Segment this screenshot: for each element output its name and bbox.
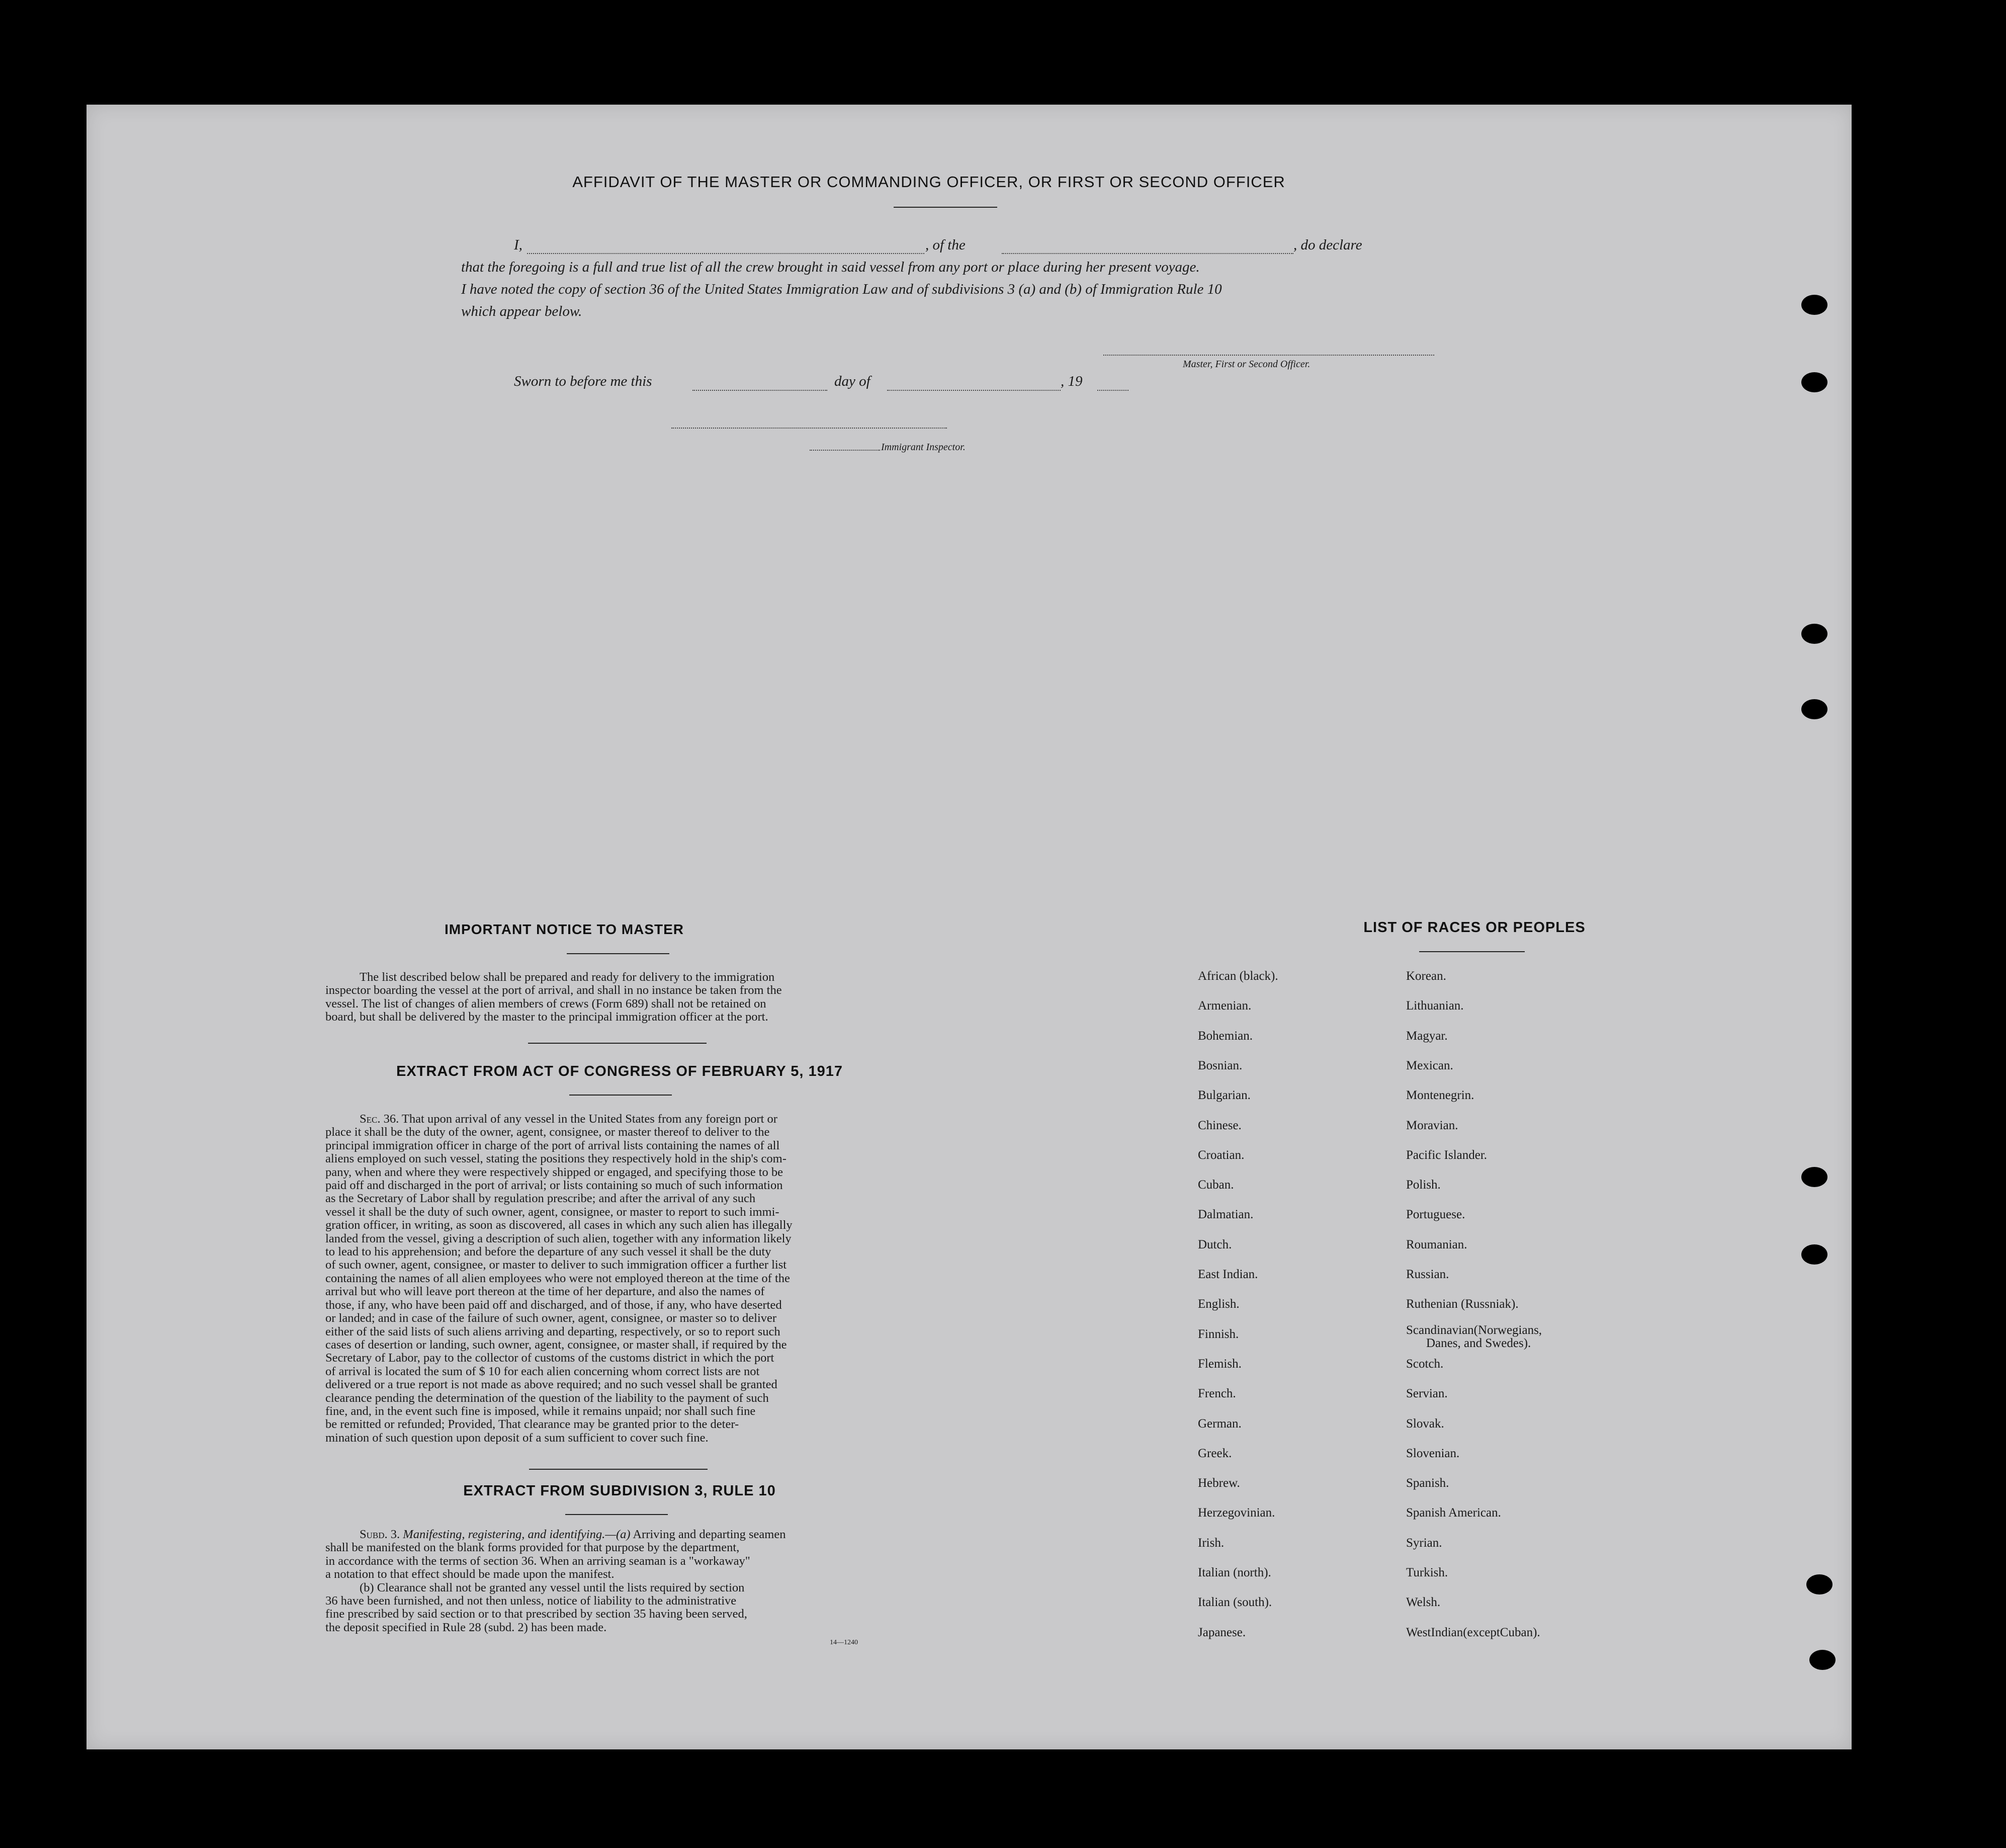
affidavit-body-line2: I have noted the copy of section 36 of the United States Immigration Law and of subdivisions 3 (a) and (b) of Immigration Rule 10 xyxy=(461,281,1222,297)
races-left-column xyxy=(1198,105,1349,1749)
rule-line: in accordance with the terms of section 36. When an arriving seaman is a "workaway" xyxy=(325,1554,750,1568)
sec-label: Sec. 36. xyxy=(360,1112,399,1126)
act-line: arrival but who will leave port thereon at the time of her departure, and also the names of xyxy=(325,1285,765,1299)
race-item: Croatian. xyxy=(1198,1148,1245,1162)
rule-line: Arriving and departing seamen xyxy=(633,1528,786,1541)
race-item: Finnish. xyxy=(1198,1327,1239,1341)
rule-heading: EXTRACT FROM SUBDIVISION 3, RULE 10 xyxy=(463,1483,776,1499)
race-item: Herzegovinian. xyxy=(1198,1506,1275,1520)
year-blank[interactable] xyxy=(1097,390,1128,391)
act-line: vessel it shall be the duty of such owner, agent, consignee, or master to report to such immi- xyxy=(325,1205,779,1219)
punch-hole xyxy=(1801,372,1827,392)
race-item: East Indian. xyxy=(1198,1268,1258,1281)
inspector-signature-line[interactable] xyxy=(671,428,947,429)
affidavit-heading: AFFIDAVIT OF THE MASTER OR COMMANDING OFFICER, OR FIRST OR SECOND OFFICER xyxy=(572,173,1285,191)
act-line: to lead to his apprehension; and before the departure of any such vessel it shall be the duty xyxy=(325,1245,771,1259)
act-line: either of the said lists of such aliens arriving and departing, respectively, or so to report such xyxy=(325,1324,780,1338)
race-item: Russian. xyxy=(1406,1268,1449,1281)
act-line: delivered or a true report is not made as above required; and no such vessel shall be granted xyxy=(325,1378,777,1392)
race-item: African (black). xyxy=(1198,969,1278,983)
notice-line: inspector boarding the vessel at the port of arrival, and shall in no instance be taken from the xyxy=(325,983,782,997)
notice-line: The list described below shall be prepared and ready for delivery to the immigration xyxy=(360,970,775,984)
act-line-first xyxy=(325,1113,914,1126)
race-item: Portuguese. xyxy=(1406,1208,1465,1222)
race-item: Dutch. xyxy=(1198,1237,1232,1251)
act-rule xyxy=(569,1095,672,1096)
race-item: Mexican. xyxy=(1406,1058,1453,1072)
act-line: containing the names of all alien employees who were not employed thereon at the time of the xyxy=(325,1271,790,1285)
race-item: Chinese. xyxy=(1198,1118,1242,1132)
race-item: Spanish. xyxy=(1406,1476,1449,1490)
race-item: Ruthenian (Russniak). xyxy=(1406,1297,1519,1311)
act-text xyxy=(325,1113,914,1445)
race-item: Flemish. xyxy=(1198,1357,1242,1371)
race-item: WestIndian(exceptCuban). xyxy=(1406,1625,1540,1639)
name-blank[interactable] xyxy=(527,253,924,254)
rule-line: shall be manifested on the blank forms provided for that purpose by the department, xyxy=(325,1541,740,1555)
act-line: mination of such question upon deposit of a sum sufficient to cover such fine. xyxy=(325,1431,709,1445)
punch-hole xyxy=(1801,624,1827,644)
races-right-column xyxy=(1406,105,1668,1749)
form-number: 14—1240 xyxy=(830,1639,858,1646)
race-item: Welsh. xyxy=(1406,1595,1441,1610)
rule-line-first xyxy=(325,1528,914,1541)
year-label: , 19 xyxy=(1061,373,1083,389)
race-item: Polish. xyxy=(1406,1178,1441,1192)
act-line: gration officer, in writing, as soon as discovered, all cases in which any such alien has illegally xyxy=(325,1218,793,1232)
subd-label: Subd. 3. xyxy=(360,1528,400,1541)
notice-line: board, but shall be delivered by the master to the principal immigration officer at the port. xyxy=(325,1010,768,1024)
race-item: Spanish American. xyxy=(1406,1506,1501,1520)
race-item: Bosnian. xyxy=(1198,1058,1243,1072)
rule-line: fine prescribed by said section or to that prescribed by section 35 having been served, xyxy=(325,1607,747,1621)
sworn-label: Sworn to before me this xyxy=(514,373,652,389)
punch-hole xyxy=(1801,295,1827,315)
race-item: Moravian. xyxy=(1406,1118,1458,1132)
race-item: Montenegrin. xyxy=(1406,1088,1474,1103)
rule-heading-rule xyxy=(565,1514,668,1515)
affidavit-body-line3: which appear below. xyxy=(461,303,582,319)
do-declare-label: , do declare xyxy=(1293,237,1362,253)
notice-heading: IMPORTANT NOTICE TO MASTER xyxy=(444,921,684,937)
race-item: French. xyxy=(1198,1387,1236,1401)
race-item: Slovak. xyxy=(1406,1416,1444,1431)
heading-rule xyxy=(894,207,997,208)
notice-line: vessel. The list of changes of alien members of crews (Form 689) shall not be retained on xyxy=(325,996,766,1011)
day-of-label: day of xyxy=(834,373,870,389)
act-line: place it shall be the duty of the owner, agent, consignee, or master thereof to deliver to the xyxy=(325,1125,770,1139)
race-item: Bulgarian. xyxy=(1198,1088,1251,1103)
punch-hole xyxy=(1806,1574,1833,1594)
punch-hole xyxy=(1801,699,1827,719)
notice-text xyxy=(325,971,914,1024)
race-item: English. xyxy=(1198,1297,1240,1311)
act-line: aliens employed on such vessel, stating the positions they respectively hold in the ship's com- xyxy=(325,1152,787,1166)
section-divider xyxy=(529,1469,708,1470)
race-item: Irish. xyxy=(1198,1536,1225,1550)
rule-text xyxy=(325,1528,914,1634)
race-item-continuation: Danes, and Swedes). xyxy=(1426,1336,1531,1350)
races-heading: LIST OF RACES OR PEOPLES xyxy=(1363,919,1586,936)
act-line: as the Secretary of Labor shall by regulation prescribe; and after the arrival of any such xyxy=(325,1192,756,1206)
act-line: those, if any, who have been paid off and discharged, and of those, if any, who have deserted xyxy=(325,1298,782,1312)
act-line: Secretary of Labor, pay to the collector of customs of the customs district in which the port xyxy=(325,1351,774,1365)
section-divider xyxy=(528,1043,707,1044)
act-line: pany, when and where they were respectively shipped or engaged, and specifying those to be xyxy=(325,1165,783,1179)
rule-line: a notation to that effect should be made upon the manifest. xyxy=(325,1567,615,1581)
act-line: of arrival is located the sum of $ 10 for each alien concerning whom correct lists are not xyxy=(325,1364,760,1378)
signature-caption: Master, First or Second Officer. xyxy=(1183,359,1311,370)
notice-rule xyxy=(567,953,669,954)
race-item: Dalmatian. xyxy=(1198,1208,1254,1222)
subd-title: Manifesting, registering, and identifying.—(a) xyxy=(403,1528,631,1541)
act-line: be remitted or refunded; Provided, That clearance may be granted prior to the deter- xyxy=(325,1417,739,1432)
of-the-label: , of the xyxy=(925,237,966,253)
act-line: cases of desertion or landing, such owner, agent, consignee, or master shall, if required by the xyxy=(325,1337,787,1352)
race-item: Slovenian. xyxy=(1406,1446,1460,1460)
race-item: Korean. xyxy=(1406,969,1446,983)
act-line: principal immigration officer in charge of the port of arrival lists containing the names of all xyxy=(325,1138,780,1152)
rule-line: (b) Clearance shall not be granted any vessel until the lists required by section xyxy=(360,1580,745,1594)
affidavit-body-line1: that the foregoing is a full and true list of all the crew brought in said vessel from any port or place during her present voyage. xyxy=(461,259,1200,275)
inspector-short-line xyxy=(810,450,880,451)
race-item: Hebrew. xyxy=(1198,1476,1240,1490)
inspector-caption: Immigrant Inspector. xyxy=(881,442,966,453)
race-item: Pacific Islander. xyxy=(1406,1148,1488,1162)
day-blank[interactable] xyxy=(692,390,827,391)
punch-hole xyxy=(1801,1244,1827,1265)
race-item: Turkish. xyxy=(1406,1566,1448,1579)
act-line: or landed; and in case of the failure of such owner, agent, consignee, or master so to deliver xyxy=(325,1311,777,1325)
act-line: paid off and discharged in the port of arrival; or lists containing so much of such information xyxy=(325,1179,783,1193)
race-item: Syrian. xyxy=(1406,1536,1442,1550)
race-item: Italian (north). xyxy=(1198,1566,1271,1579)
race-item: Scandinavian(Norwegians, xyxy=(1406,1323,1542,1337)
race-item: Greek. xyxy=(1198,1446,1232,1460)
act-heading: EXTRACT FROM ACT OF CONGRESS OF FEBRUARY 5, 1917 xyxy=(396,1063,843,1079)
race-item: Italian (south). xyxy=(1198,1595,1272,1610)
act-line: of such owner, agent, consignee, or master to deliver to such immigration officer a further list xyxy=(325,1258,787,1272)
race-item: Roumanian. xyxy=(1406,1237,1467,1251)
rule-line: the deposit specified in Rule 28 (subd. 2) has been made. xyxy=(325,1620,607,1634)
race-item: Bohemian. xyxy=(1198,1029,1253,1043)
race-item: Armenian. xyxy=(1198,999,1252,1013)
i-label: I, xyxy=(514,237,522,253)
race-item: Scotch. xyxy=(1406,1357,1444,1371)
punch-hole xyxy=(1809,1650,1836,1670)
race-item: Japanese. xyxy=(1198,1625,1246,1639)
race-item: Lithuanian. xyxy=(1406,999,1464,1013)
document-page xyxy=(86,105,1852,1749)
punch-hole xyxy=(1801,1167,1827,1187)
act-line: fine, and, in the event such fine is imposed, while it remains unpaid; nor shall such fine xyxy=(325,1404,756,1418)
race-item: Servian. xyxy=(1406,1387,1448,1401)
act-line: landed from the vessel, giving a description of such alien, together with any information likely xyxy=(325,1231,792,1245)
act-line: clearance pending the determination of the question of the liability to the payment of such xyxy=(325,1391,769,1405)
race-item: Cuban. xyxy=(1198,1178,1234,1192)
rule-line: 36 have been furnished, and not then unless, notice of liability to the administrative xyxy=(325,1594,737,1608)
month-blank[interactable] xyxy=(887,390,1061,391)
race-item: Magyar. xyxy=(1406,1029,1448,1043)
race-item: German. xyxy=(1198,1416,1242,1431)
act-line: That upon arrival of any vessel in the United States from any foreign port or xyxy=(401,1112,777,1126)
